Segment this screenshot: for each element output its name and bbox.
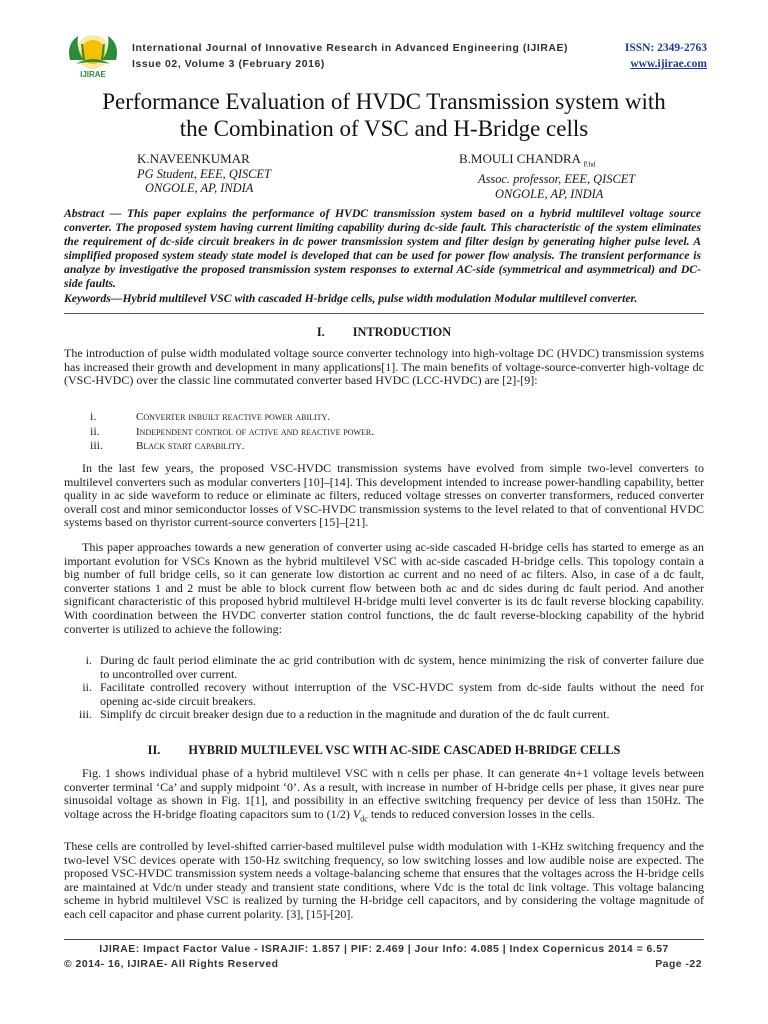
title-line-1: Performance Evaluation of HVDC Transmission system with — [102, 89, 666, 114]
section-number: II. — [147, 743, 161, 757]
keywords: Keywords—Hybrid multilevel VSC with cascaded H-bridge cells, pulse width modulation Modular multilevel converter. — [64, 292, 638, 305]
section-heading-hybrid-vsc — [64, 743, 704, 758]
author-location: ONGOLE, AP, INDIA — [495, 186, 604, 201]
section-title: INTRODUCTION — [352, 325, 452, 339]
author-location: ONGOLE, AP, INDIA — [145, 181, 254, 195]
author-role: PG Student, EEE, QISCET — [137, 166, 271, 181]
intro-paragraph-3: This paper approaches towards a new generation of converter using ac-side cascaded H-bridge cells has started to emerge as an important evolution for VSCs Known as the hybrid multilevel VSC with ac-side cascaded H-bridge cells. This topology contain a big number of full bridge cells, so it can generate low distortion ac current and no need of ac filters. Also, in case of a dc fault, converter stations 1 and 2 must be able to block current flow between both ac and dc sides during dc fault period. And another significant characteristic of this proposed hybrid multilevel H-bridge multi level converter is its dc fault reverse blocking capability. With coordination between the HVDC converter station control functions, the dc fault reverse-blocking capability of the hybrid converter is utilized to achieve the following: — [64, 540, 704, 636]
intro-paragraph-1: The introduction of pulse width modulated voltage source converter technology into high-voltage DC (HVDC) transmission systems has increased their growth and development in many applications[1]. The main benefits of voltage-source-converter high-voltage dc (VSC-HVDC) over the classic line commutated converter based HVDC (LCC-HVDC) are [2]-[9]: — [64, 346, 704, 388]
divider — [64, 313, 704, 314]
section-heading-introduction — [64, 325, 704, 340]
issn: ISSN: 2349-2763 — [624, 42, 707, 54]
list-item: ii. Facilitate controlled recovery without interruption of the VSC-HVDC system from dc-side faults without the need for opening ac-side circuit breakers. — [82, 680, 704, 708]
list-item: ii. Independent control of active and reactive power. — [90, 423, 375, 438]
title-line-2: the Combination of VSC and H-Bridge cells — [179, 116, 589, 141]
journal-header — [62, 30, 707, 78]
author-role: Assoc. professor, EEE, QISCET — [478, 172, 636, 187]
journal-issue: Issue 02, Volume 3 (February 2016) — [132, 59, 325, 70]
page-number: Page -22 — [655, 959, 702, 970]
list-item: i. Converter inbuilt reactive power ability. — [90, 409, 331, 423]
footer-divider — [64, 939, 704, 940]
section-number: I. — [316, 325, 325, 339]
journal-name: International Journal of Innovative Research in Advanced Engineering (IJIRAE) — [132, 43, 569, 54]
author-name: B.MOULI CHANDRA — [459, 151, 581, 166]
author-1 — [137, 152, 271, 196]
benefits-list — [64, 410, 704, 454]
list-item: iii. Black start capability. — [90, 438, 245, 453]
author-2 — [459, 152, 635, 201]
section-title: HYBRID MULTILEVEL VSC WITH AC-SIDE CASCADED H-BRIDGE CELLS — [188, 743, 621, 757]
intro-paragraph-2: In the last few years, the proposed VSC-HVDC transmission systems have evolved from simple two-level converters to multilevel converters such as modular converters [10]–[14]. This development intended to increase power-handling capability, better quality in ac side waveform to reduce or eliminate ac filters, reduced voltage stresses on converter transformers, reduced converter overall cost and minor semiconductor losses of VSC-HVDC transmission systems to the level related to that of conventional HVDC systems based on thyristor current-source converters [15]–[21]. — [64, 461, 704, 530]
journal-website-link[interactable]: www.ijirae.com — [630, 58, 707, 70]
abstract: Abstract — This paper explains the performance of HVDC transmission system based on a hybrid multilevel voltage source converter. The proposed system having current limiting capability during dc-side fault. This characteristic of the system eliminates the requirement of dc-side circuit breakers in dc power transmission system and filter design by generating higher pulse level. A simplified proposed system steady state model is developed that can be used for power flow analysis. The transient performance is analyze by investigative the proposed transmission system responses to external AC-side (symmetrical and asymmetrical) and DC-side faults. — [64, 207, 701, 290]
list-item: iii. Simplify dc circuit breaker design due to a reduction in the magnitude and duration of the dc fault current. — [78, 707, 610, 722]
paper-title — [40, 88, 728, 142]
section2-paragraph-1: Fig. 1 shows individual phase of a hybrid multilevel VSC with n cells per phase. It can generate 4n+1 voltage levels between converter terminal ‘Ca’ and supply midpoint ‘0’. As a result, with increase in number of H-bridge cells per phase, it gives near pure sinusoidal voltage as shown in Fig. 1[1], and possibility in an effective switching frequency per device of less than 150Hz. The voltage across the H-bridge floating capacitors sum to (1/2) $V_{dc}$ tends to reduced conversion losses in the cells. — [64, 766, 704, 824]
author-degree: P.hd — [583, 160, 596, 169]
footer-metrics: IJIRAE: Impact Factor Value - ISRAJIF: 1.857 | PIF: 2.469 | Jour Info: 4.085 | Index Copernicus 2014 = 6.57 — [99, 944, 669, 955]
footer-copyright: © 2014- 16, IJIRAE- All Rights Reserved — [64, 959, 279, 970]
list-item: i. During dc fault period eliminate the ac grid contribution with dc system, hence minimizing the risk of converter failure due to uncontrolled over current. — [85, 653, 704, 681]
author-name: K.NAVEENKUMAR — [137, 151, 250, 166]
ijirae-logo — [62, 30, 124, 80]
goals-list — [64, 654, 704, 722]
section2-paragraph-2: These cells are controlled by level-shifted carrier-based multilevel pulse width modulation with 1-KHz switching frequency and the two-level VSC devices operate with 150-Hz switching frequency, so low switching losses and low audible noise are expected. The proposed VSC-HVDC transmission system needs a voltage-balancing scheme that ensures that the voltages across the H-bridge cells are maintained at Vdc/n under steady and transient state conditions, where Vdc is the total dc link voltage. This voltage balancing scheme in hybrid multilevel VSC is realized by turning the H-bridge cell capacitors, and by considering the voltage magnitude of each cell capacitor and phase current polarity. [3], [15]-[20]. — [64, 839, 704, 921]
logo-text: IJIRAE — [80, 70, 106, 79]
